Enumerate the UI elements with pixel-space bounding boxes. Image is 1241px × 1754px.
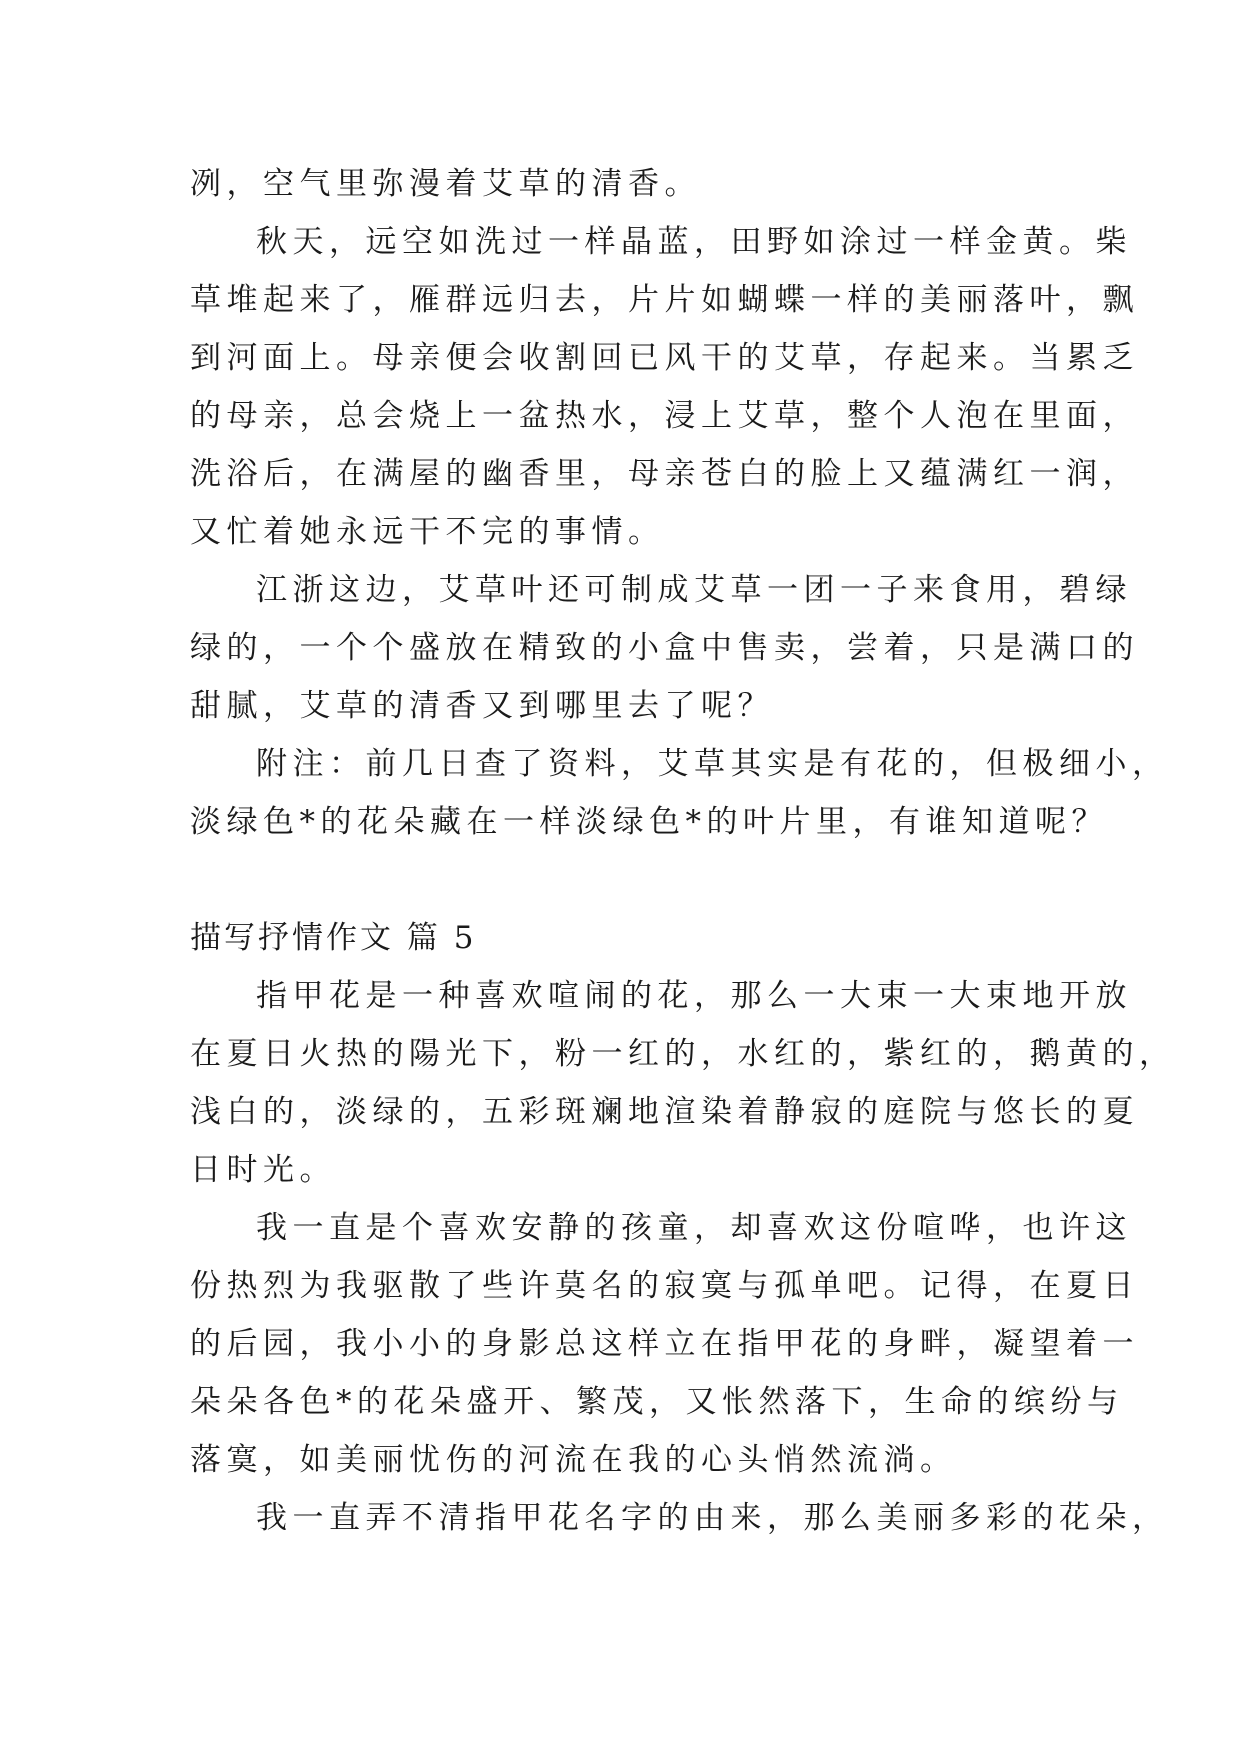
paragraph-start: 江浙这边，艾草叶还可制成艾草一团一子来食用，碧绿 [256,572,1132,608]
text-line: 朵朵各色*的花朵盛开、繁茂，又怅然落下，生命的缤纷与 [190,1384,1124,1420]
paragraph-start: 秋天，远空如洗过一样晶蓝，田野如涂过一样金黄。柴 [256,224,1132,260]
text-line: 甜腻，艾草的清香又到哪里去了呢？ [190,688,774,724]
text-line: 的后园，我小小的身影总这样立在指甲花的身畔，凝望着一 [190,1326,1139,1362]
text-line: 淡绿色*的花朵藏在一样淡绿色*的叶片里，有谁知道呢？ [190,804,1108,840]
text-line: 草堆起来了，雁群远归去，片片如蝴蝶一样的美丽落叶，飘 [190,282,1139,318]
text-line: 的母亲，总会烧上一盆热水，浸上艾草，整个人泡在里面， [190,398,1139,434]
text-line: 落寞，如美丽忧伤的河流在我的心头悄然流淌。 [190,1442,957,1478]
text-line: 在夏日火热的陽光下，粉一红的，水红的，紫红的，鹅黄的， [190,1036,1176,1072]
text-line: 又忙着她永远干不完的事情。 [190,514,665,550]
paragraph-start: 我一直是个喜欢安静的孩童，却喜欢这份喧哗，也许这 [256,1210,1132,1246]
text-line: 浅白的，淡绿的，五彩斑斓地渲染着静寂的庭院与悠长的夏 [190,1094,1139,1130]
text-line: 日时光。 [190,1152,336,1188]
text-line: 到河面上。母亲便会收割回已风干的艾草，存起来。当累乏 [190,340,1139,376]
text-line: 绿的，一个个盛放在精致的小盒中售卖，尝着，只是满口的 [190,630,1139,666]
paragraph-start: 指甲花是一种喜欢喧闹的花，那么一大束一大束地开放 [256,978,1132,1014]
text-line: 份热烈为我驱散了些许莫名的寂寞与孤单吧。记得，在夏日 [190,1268,1139,1304]
paragraph-start: 附注：前几日查了资料，艾草其实是有花的，但极细小， [256,746,1169,782]
text-line: 冽，空气里弥漫着艾草的清香。 [190,166,701,202]
text-line: 洗浴后，在满屋的幽香里，母亲苍白的脸上又蕴满红一润， [190,456,1139,492]
section-heading: 描写抒情作文 篇 5 [190,920,477,956]
paragraph-start: 我一直弄不清指甲花名字的由来，那么美丽多彩的花朵， [256,1500,1169,1536]
